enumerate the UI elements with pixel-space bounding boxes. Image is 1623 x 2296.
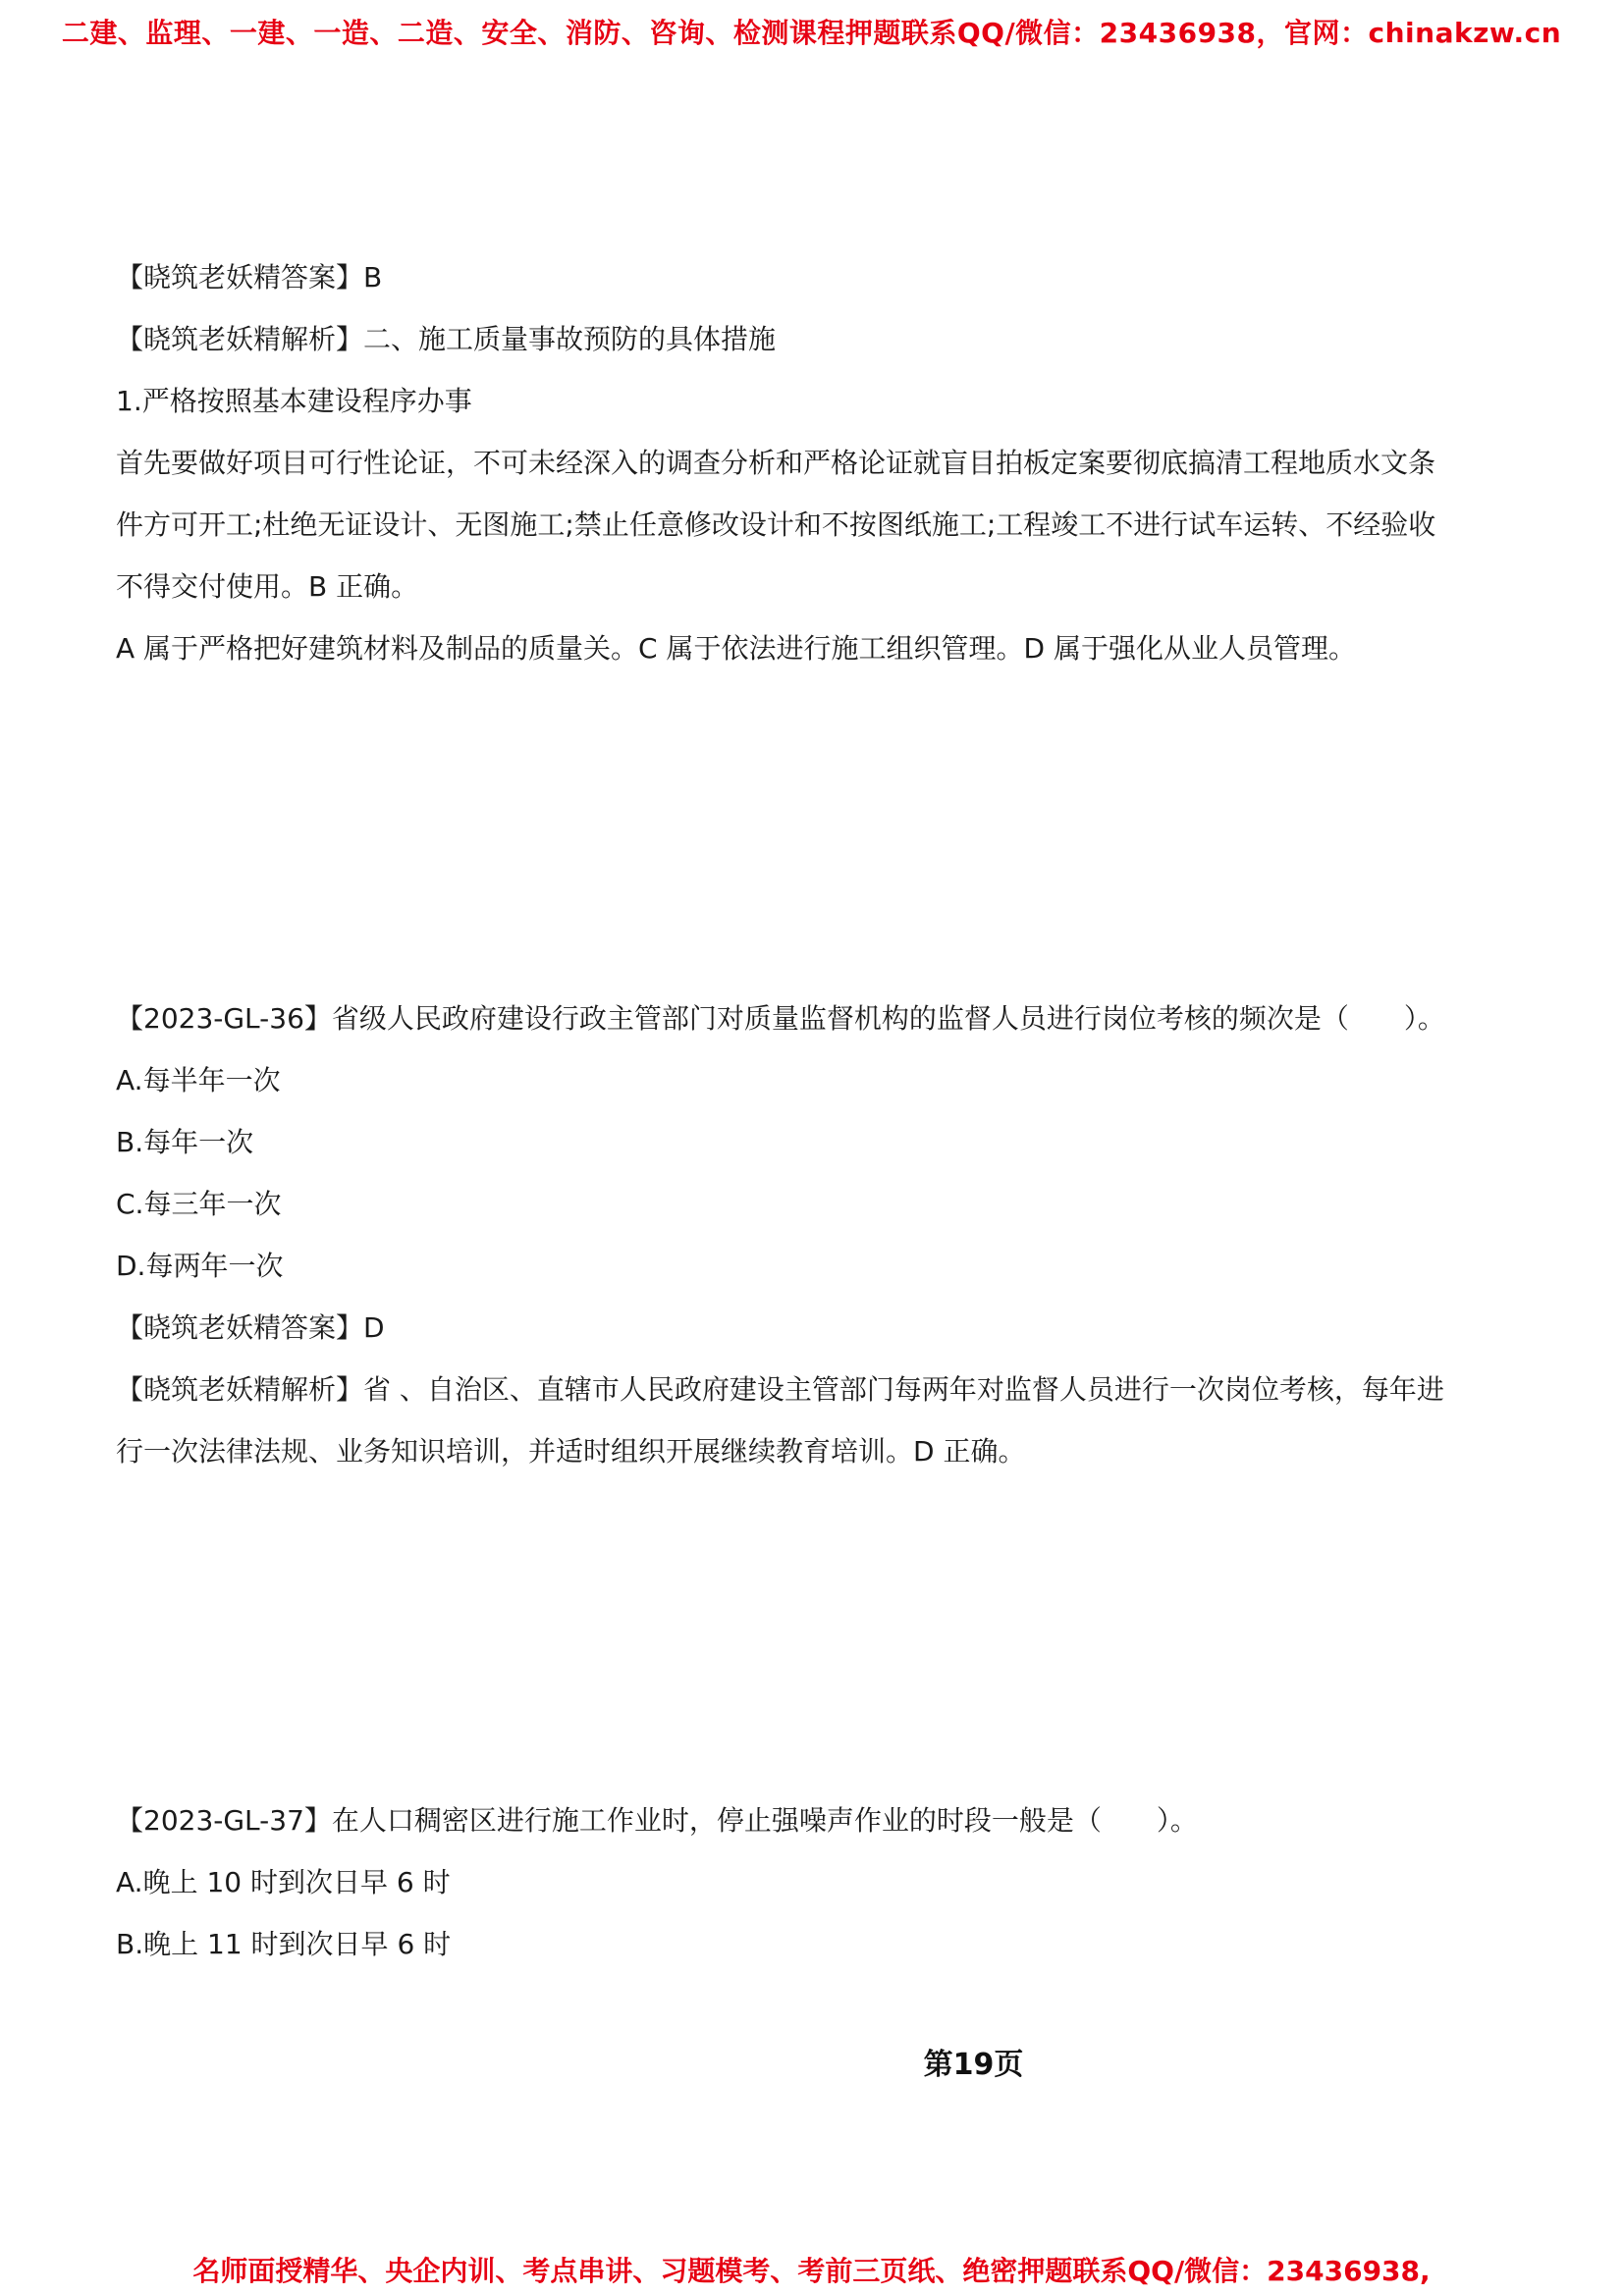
footer-banner: 名师面授精华、央企内训、考点串讲、习题模考、考前三页纸、绝密押题联系QQ/微信：23436938, — [192, 2255, 1431, 2287]
option-a: A.晚上 10 时到次日早 6 时 — [116, 1866, 451, 1898]
option-c: C.每三年一次 — [116, 1188, 282, 1220]
page-number: 第19页 — [923, 2048, 1024, 2082]
analysis-body-line: 件方可开工;杜绝无证设计、无图施工;禁止任意修改设计和不按图纸施工;工程竣工不进行试车运转、不经验收 — [116, 508, 1436, 541]
answer-line: 【晓筑老妖精答案】D — [116, 1311, 385, 1344]
option-a: A.每半年一次 — [116, 1064, 281, 1096]
analysis-body-line: A 属于严格把好建筑材料及制品的质量关。C 属于依法进行施工组织管理。D 属于强化从业人员管理。 — [116, 632, 1356, 665]
question-36: 【2023-GL-36】省级人民政府建设行政主管部门对质量监督机构的监督人员进行岗位考核的频次是（ ）。 — [116, 1002, 1445, 1035]
option-b: B.每年一次 — [116, 1126, 254, 1158]
option-b: B.晚上 11 时到次日早 6 时 — [116, 1928, 452, 1960]
analysis-point: 1.严格按照基本建设程序办事 — [116, 385, 472, 417]
option-d: D.每两年一次 — [116, 1250, 284, 1282]
analysis-body-line: 不得交付使用。B 正确。 — [116, 570, 419, 603]
analysis-body-line: 首先要做好项目可行性论证，不可未经深入的调查分析和严格论证就盲目拍板定案要彻底搞清工程地质水文条 — [116, 447, 1436, 479]
analysis-body-line: 【晓筑老妖精解析】省 、自治区、直辖市人民政府建设主管部门每两年对监督人员进行一次岗位考核，每年进 — [116, 1373, 1444, 1406]
analysis-body-line: 行一次法律法规、业务知识培训，并适时组织开展继续教育培训。D 正确。 — [116, 1435, 1026, 1468]
header-banner: 二建、监理、一建、一造、二造、安全、消防、咨询、检测课程押题联系QQ/微信：23436938，官网：chinakzw.cn — [61, 17, 1562, 49]
answer-line: 【晓筑老妖精答案】B — [116, 261, 383, 294]
analysis-title: 【晓筑老妖精解析】二、施工质量事故预防的具体措施 — [116, 323, 777, 355]
question-37: 【2023-GL-37】在人口稠密区进行施工作业时，停止强噪声作业的时段一般是（ ）。 — [116, 1804, 1198, 1837]
